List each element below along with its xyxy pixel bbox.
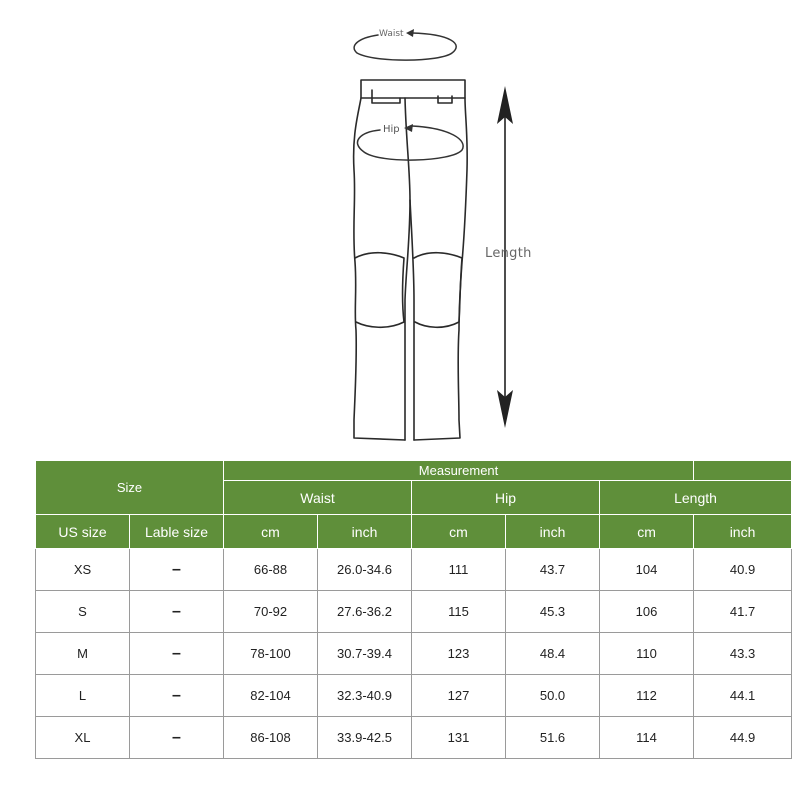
header-row-top [36, 461, 792, 481]
lable-size-cell: – [130, 633, 224, 675]
us-size-cell: M [36, 633, 130, 675]
hip-cm-cell: 127 [412, 675, 506, 717]
measurement-header-spacer [694, 461, 792, 481]
length-cm-cell: 112 [600, 675, 694, 717]
waist-cm-cell: 70-92 [224, 591, 318, 633]
length-cm-cell: 114 [600, 717, 694, 759]
size-header: Size [36, 461, 224, 515]
lable-size-cell: – [130, 675, 224, 717]
length-label: Length [485, 246, 532, 261]
hip-header: Hip [412, 481, 600, 515]
hip-cm-cell: 111 [412, 549, 506, 591]
length-header: Length [600, 481, 792, 515]
us-size-cell: XS [36, 549, 130, 591]
us-size-header: US size [36, 515, 130, 549]
waist-cm-cell: 78-100 [224, 633, 318, 675]
waist-inch-cell: 32.3-40.9 [318, 675, 412, 717]
hip-inch-cell: 45.3 [506, 591, 600, 633]
size-chart-table [35, 460, 792, 759]
hip-inch-cell: 51.6 [506, 717, 600, 759]
hip-cm-cell: 123 [412, 633, 506, 675]
waist-inch-cell: 33.9-42.5 [318, 717, 412, 759]
length-cm-header: cm [600, 515, 694, 549]
us-size-cell: XL [36, 717, 130, 759]
length-inch-cell: 44.9 [694, 717, 792, 759]
table-row [36, 675, 792, 717]
hip-cm-header: cm [412, 515, 506, 549]
header-row-units [36, 515, 792, 549]
table-row [36, 717, 792, 759]
length-inch-cell: 43.3 [694, 633, 792, 675]
length-cm-cell: 104 [600, 549, 694, 591]
table-row [36, 591, 792, 633]
hip-label: Hip [383, 124, 400, 135]
waist-inch-cell: 26.0-34.6 [318, 549, 412, 591]
waist-header: Waist [224, 481, 412, 515]
us-size-cell: L [36, 675, 130, 717]
waist-cm-cell: 66-88 [224, 549, 318, 591]
waist-cm-cell: 82-104 [224, 675, 318, 717]
hip-cm-cell: 131 [412, 717, 506, 759]
hip-inch-cell: 43.7 [506, 549, 600, 591]
waist-inch-header: inch [318, 515, 412, 549]
length-inch-cell: 41.7 [694, 591, 792, 633]
length-cm-cell: 106 [600, 591, 694, 633]
length-inch-cell: 44.1 [694, 675, 792, 717]
waist-inch-cell: 27.6-36.2 [318, 591, 412, 633]
us-size-cell: S [36, 591, 130, 633]
table-row [36, 633, 792, 675]
lable-size-header: Lable size [130, 515, 224, 549]
lable-size-cell: – [130, 591, 224, 633]
waist-label: Waist [379, 29, 404, 39]
lable-size-cell: – [130, 549, 224, 591]
hip-cm-cell: 115 [412, 591, 506, 633]
table-row [36, 549, 792, 591]
hip-inch-cell: 48.4 [506, 633, 600, 675]
waist-cm-header: cm [224, 515, 318, 549]
hip-inch-cell: 50.0 [506, 675, 600, 717]
measurement-header: Measurement [224, 461, 694, 481]
waist-inch-cell: 30.7-39.4 [318, 633, 412, 675]
lable-size-cell: – [130, 717, 224, 759]
hip-inch-header: inch [506, 515, 600, 549]
length-inch-header: inch [694, 515, 792, 549]
waist-cm-cell: 86-108 [224, 717, 318, 759]
length-inch-cell: 40.9 [694, 549, 792, 591]
length-cm-cell: 110 [600, 633, 694, 675]
